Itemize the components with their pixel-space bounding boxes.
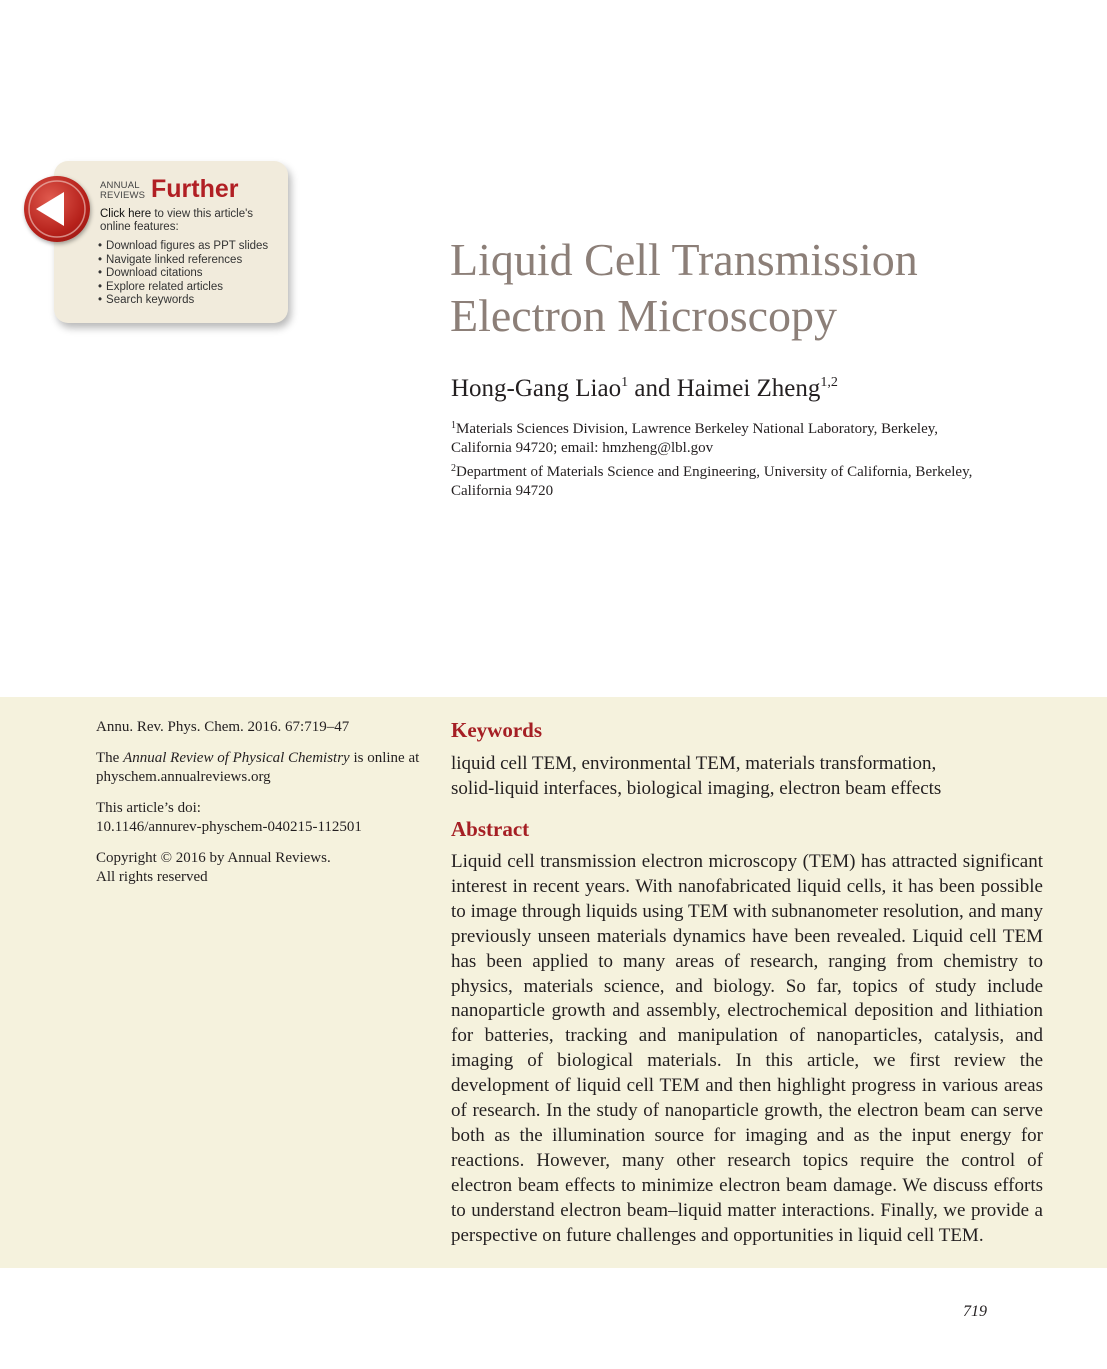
journal-online xyxy=(96,749,426,787)
doi-label: This article’s doi: xyxy=(96,800,201,816)
journal-url[interactable]: physchem.annualreviews.org xyxy=(96,769,271,785)
further-back-button[interactable] xyxy=(24,176,90,242)
page-number: 719 xyxy=(963,1303,987,1320)
affil-mark: 1 xyxy=(451,420,456,431)
author-name: Hong-Gang Liao xyxy=(451,375,622,402)
online-pre: The xyxy=(96,750,124,766)
copyright-text: Copyright © 2016 by Annual Reviews. xyxy=(96,850,331,866)
click-here-link[interactable]: Click here xyxy=(100,208,152,220)
keywords-line: solid-liquid interfaces, biological imaging, electron beam effects xyxy=(451,778,942,799)
affiliation-2 xyxy=(451,459,1011,501)
rights-text: All rights reserved xyxy=(96,869,208,885)
doi-block xyxy=(96,799,426,837)
feature-item[interactable]: • Download figures as PPT slides xyxy=(98,240,268,254)
feature-item[interactable]: • Search keywords xyxy=(98,294,268,308)
logo-annual: ANNUAL xyxy=(100,180,140,191)
copyright-block xyxy=(96,849,426,887)
author-name: Haimei Zheng xyxy=(676,375,821,402)
journal-name: Annual Review of Physical Chemistry xyxy=(123,750,350,766)
affil-text: Materials Sciences Division, Lawrence Berkeley National Laboratory, Berkeley, xyxy=(456,421,939,437)
further-intro xyxy=(100,208,280,234)
citation: Annu. Rev. Phys. Chem. 2016. 67:719–47 xyxy=(96,719,350,735)
annual-reviews-logo xyxy=(100,181,145,200)
affil-text: California 94720; email: hmzheng@lbl.gov xyxy=(451,440,714,456)
keywords-heading: Keywords xyxy=(451,718,542,742)
feature-item[interactable]: • Download citations xyxy=(98,267,268,281)
title-line-1: Liquid Cell Transmission xyxy=(450,234,918,285)
keywords-line: liquid cell TEM, environmental TEM, materials transformation, xyxy=(451,753,937,774)
affil-mark: 2 xyxy=(451,463,456,474)
author-affil-mark: 1,2 xyxy=(820,375,838,390)
keywords-list xyxy=(451,751,1011,801)
logo-reviews: REVIEWS xyxy=(100,189,146,201)
author-list xyxy=(451,366,838,406)
triangle-left-icon xyxy=(24,176,90,242)
author-and: and xyxy=(628,375,677,402)
author-affil-mark: 1 xyxy=(621,375,629,390)
affiliation-1 xyxy=(451,416,1011,458)
title-line-2: Electron Microscopy xyxy=(450,290,838,341)
abstract-heading: Abstract xyxy=(451,817,530,841)
feature-item[interactable]: • Explore related articles xyxy=(98,281,268,295)
further-heading: Further xyxy=(151,175,239,203)
abstract-text: Liquid cell transmission electron microscopy (TEM) has attracted significant interest in recent years. With nanofabricated liquid cells, it has been possible to image through liquids using TEM with subnanometer resolution, and many previously unseen materials dynamics have been revealed. Liquid cell TEM has been applied to many areas of research, ranging from chemistry to physics, materials science, and biology. So far, topics of study include nanoparticle growth and assembly, electrochemical deposition and lithiation for batteries, tracking and manipulation of nanoparticles, catalysis, and imaging of biological materials. In this article, we first review the development of liquid cell TEM and then highlight progress in various areas of research. In the study of nanoparticle growth, the electron beam can serve both as the illumination source for imaging and as the input energy for reactions. However, many other research topics require the control of electron beam effects to minimize electron beam damage. We discuss efforts to understand electron beam–liquid matter interactions. Finally, we provide a perspective on future challenges and opportunities in liquid cell TEM. xyxy=(451,851,1043,1246)
feature-item[interactable]: • Navigate linked references xyxy=(98,254,268,268)
article-title xyxy=(450,232,1050,344)
doi-link[interactable]: 10.1146/annurev-physchem-040215-112501 xyxy=(96,819,362,835)
affil-text: California 94720 xyxy=(451,483,554,499)
further-feature-list xyxy=(98,240,268,308)
online-post: is online at xyxy=(349,750,420,766)
affil-text: Department of Materials Science and Engineering, University of California, Berkeley, xyxy=(456,464,973,480)
further-intro-text: to view this article's online features: xyxy=(100,208,254,233)
